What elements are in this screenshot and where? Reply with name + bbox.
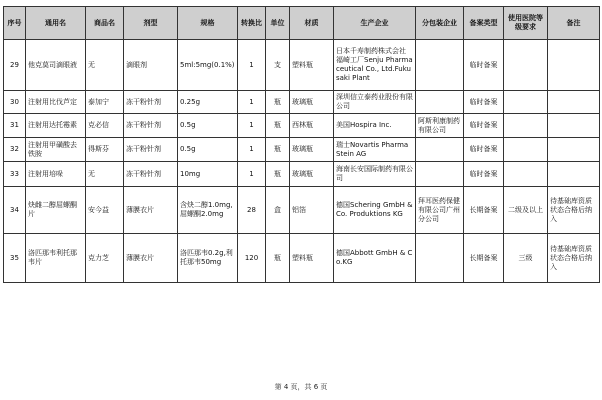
cell-form: 薄膜衣片 — [124, 187, 178, 234]
cell-unit: 支 — [266, 40, 290, 91]
page-footer: 第 4 页，共 6 页 — [274, 383, 328, 391]
cell-ratio: 1 — [238, 91, 266, 114]
cell-form: 冻干粉针剂 — [124, 114, 178, 138]
cell-note — [548, 114, 600, 138]
header-material: 材质 — [290, 7, 334, 40]
cell-spec: 0.5g — [178, 138, 238, 162]
header-generic: 通用名 — [26, 7, 86, 40]
table-row — [4, 91, 600, 114]
cell-generic: 注射用甲磺酸去铁胺 — [26, 138, 86, 162]
cell-brand: 泰加宁 — [86, 91, 124, 114]
cell-maker: 海南长安国际制药有限公司 — [334, 162, 416, 187]
cell-packer — [416, 138, 464, 162]
header-level: 使用医院等级要求 — [504, 7, 548, 40]
cell-spec: 洛匹那韦0.2g,利托那韦50mg — [178, 234, 238, 283]
cell-level — [504, 114, 548, 138]
cell-generic: 注射用比伐芦定 — [26, 91, 86, 114]
cell-filing: 临时备案 — [464, 91, 504, 114]
cell-note: 待基础库资质状态合格后纳入 — [548, 187, 600, 234]
header-no: 序号 — [4, 7, 26, 40]
cell-filing: 长期备案 — [464, 187, 504, 234]
cell-unit: 瓶 — [266, 91, 290, 114]
cell-form: 冻干粉针剂 — [124, 162, 178, 187]
table-row — [4, 162, 600, 187]
cell-packer — [416, 91, 464, 114]
cell-generic: 炔雌二醇屈螺酮片 — [26, 187, 86, 234]
cell-spec: 0.25g — [178, 91, 238, 114]
table-header-row — [4, 7, 600, 40]
table-row — [4, 138, 600, 162]
cell-note — [548, 91, 600, 114]
cell-material: 西林瓶 — [290, 114, 334, 138]
cell-form: 冻干粉针剂 — [124, 138, 178, 162]
table-row — [4, 40, 600, 91]
cell-maker: 深圳信立泰药业股份有限公司 — [334, 91, 416, 114]
table-row — [4, 114, 600, 138]
cell-unit: 瓶 — [266, 114, 290, 138]
cell-maker: 瑞士Novartis Pharma Stein AG — [334, 138, 416, 162]
cell-maker: 美国Hospira Inc. — [334, 114, 416, 138]
cell-packer: 阿斯利康制药有限公司 — [416, 114, 464, 138]
cell-generic: 洛匹那韦利托那韦片 — [26, 234, 86, 283]
cell-unit: 瓶 — [266, 234, 290, 283]
cell-no: 34 — [4, 187, 26, 234]
cell-spec: 0.5g — [178, 114, 238, 138]
cell-note — [548, 40, 600, 91]
cell-level — [504, 40, 548, 91]
cell-packer — [416, 162, 464, 187]
header-maker: 生产企业 — [334, 7, 416, 40]
cell-level — [504, 91, 548, 114]
cell-no: 30 — [4, 91, 26, 114]
cell-brand: 克力芝 — [86, 234, 124, 283]
cell-spec: 10mg — [178, 162, 238, 187]
cell-form: 滴眼剂 — [124, 40, 178, 91]
cell-ratio: 28 — [238, 187, 266, 234]
cell-unit: 瓶 — [266, 138, 290, 162]
cell-filing: 临时备案 — [464, 138, 504, 162]
cell-brand: 安今益 — [86, 187, 124, 234]
cell-maker: 德国Abbott GmbH & Co.KG — [334, 234, 416, 283]
header-ratio: 转换比 — [238, 7, 266, 40]
cell-maker: 日本千寿制药株式会社 福崎工厂Senju Pharmaceutical Co., Ltd.Fukusaki Plant — [334, 40, 416, 91]
cell-level: 二级及以上 — [504, 187, 548, 234]
cell-material: 玻璃瓶 — [290, 91, 334, 114]
header-filing: 备案类型 — [464, 7, 504, 40]
cell-ratio: 1 — [238, 138, 266, 162]
cell-level — [504, 162, 548, 187]
cell-no: 33 — [4, 162, 26, 187]
cell-material: 玻璃瓶 — [290, 162, 334, 187]
cell-no: 31 — [4, 114, 26, 138]
cell-ratio: 120 — [238, 234, 266, 283]
cell-filing: 长期备案 — [464, 234, 504, 283]
cell-generic: 注射用达托霉素 — [26, 114, 86, 138]
cell-unit: 瓶 — [266, 162, 290, 187]
cell-generic: 他克莫司滴眼液 — [26, 40, 86, 91]
cell-no: 32 — [4, 138, 26, 162]
table-row — [4, 234, 600, 283]
header-spec: 规格 — [178, 7, 238, 40]
cell-brand: 得斯芬 — [86, 138, 124, 162]
cell-note — [548, 138, 600, 162]
cell-ratio: 1 — [238, 114, 266, 138]
cell-brand: 无 — [86, 162, 124, 187]
cell-unit: 盒 — [266, 187, 290, 234]
cell-ratio: 1 — [238, 40, 266, 91]
cell-form: 冻干粉针剂 — [124, 91, 178, 114]
drug-table — [3, 6, 600, 283]
cell-filing: 临时备案 — [464, 114, 504, 138]
header-form: 剂型 — [124, 7, 178, 40]
cell-note: 待基础库资质状态合格后纳入 — [548, 234, 600, 283]
cell-note — [548, 162, 600, 187]
cell-spec: 5ml:5mg(0.1%) — [178, 40, 238, 91]
cell-brand: 无 — [86, 40, 124, 91]
cell-level — [504, 138, 548, 162]
cell-maker: 德国Schering GmbH & Co. Produktions KG — [334, 187, 416, 234]
cell-spec: 含炔二醇1.0mg,屈螺酮2.0mg — [178, 187, 238, 234]
cell-packer — [416, 234, 464, 283]
cell-material: 塑料瓶 — [290, 234, 334, 283]
cell-packer — [416, 40, 464, 91]
table-row — [4, 187, 600, 234]
cell-form: 薄膜衣片 — [124, 234, 178, 283]
cell-ratio: 1 — [238, 162, 266, 187]
header-brand: 商品名 — [86, 7, 124, 40]
cell-no: 29 — [4, 40, 26, 91]
cell-filing: 临时备案 — [464, 40, 504, 91]
cell-packer: 拜耳医药保健有限公司广州分公司 — [416, 187, 464, 234]
cell-brand: 克必信 — [86, 114, 124, 138]
header-packer: 分包装企业 — [416, 7, 464, 40]
cell-filing: 临时备案 — [464, 162, 504, 187]
cell-no: 35 — [4, 234, 26, 283]
cell-level: 三级 — [504, 234, 548, 283]
cell-generic: 注射用培哚 — [26, 162, 86, 187]
header-note: 备注 — [548, 7, 600, 40]
header-unit: 单位 — [266, 7, 290, 40]
cell-material: 塑料瓶 — [290, 40, 334, 91]
cell-material: 玻璃瓶 — [290, 138, 334, 162]
cell-material: 铝箔 — [290, 187, 334, 234]
